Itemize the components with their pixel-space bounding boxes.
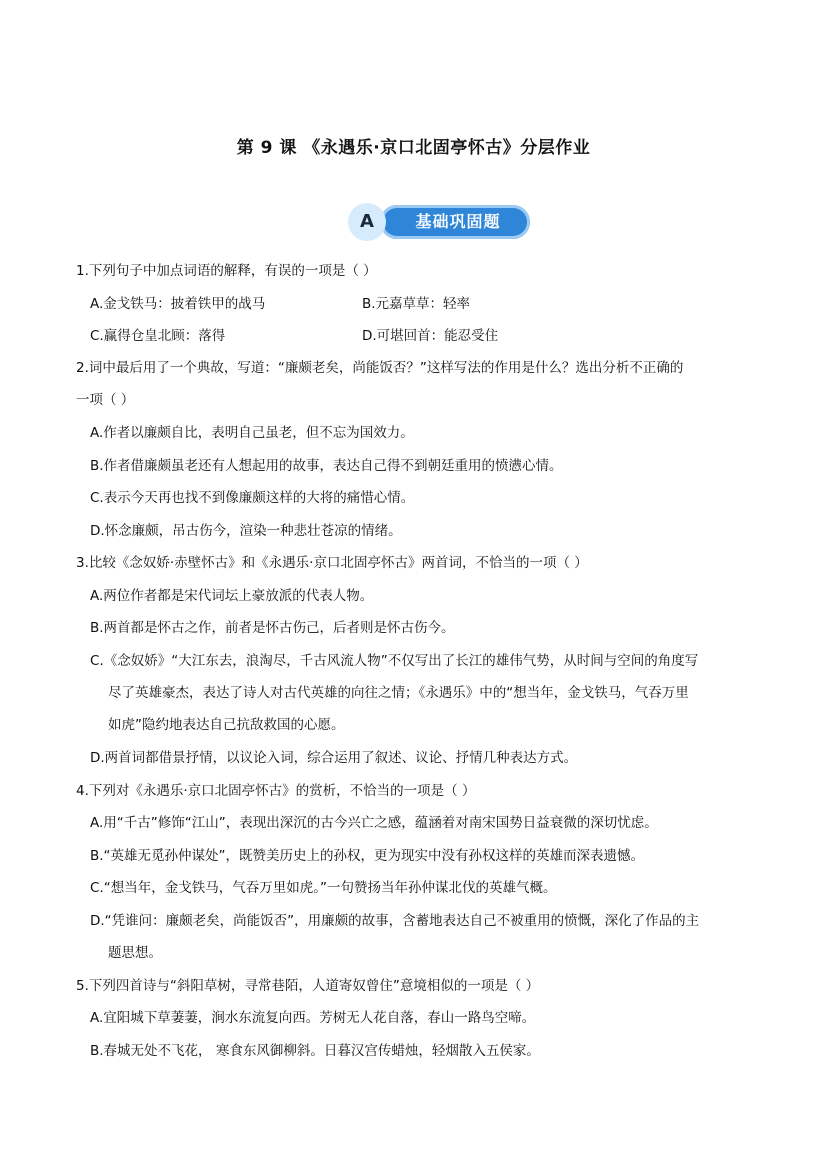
page-title: 第 9 课 《永遇乐·京口北固亭怀古》分层作业 xyxy=(236,138,591,158)
question-5-stem: 5.下列四首诗与“斜阳草树，寻常巷陌，人道寄奴曾住”意境相似的一项是（ ） xyxy=(76,978,540,994)
question-1-stem: 1.下列句子中加点词语的解释，有误的一项是（ ） xyxy=(76,263,377,279)
question-4-option-d: D.“凭谁问：廉颇老矣，尚能饭否”，用廉颇的故事，含蓄地表达自己不被重用的愤慨，深化了作品的主 xyxy=(90,913,700,929)
question-1-option-a: A.金戈铁马：披着铁甲的战马 xyxy=(90,296,266,312)
section-name: 基础巩固题 xyxy=(380,205,530,239)
question-1-option-d: D.可堪回首：能忍受住 xyxy=(362,328,499,344)
question-3-option-c: C.《念奴娇》“大江东去，浪淘尽，千古风流人物”不仅写出了长江的雄伟气势，从时间与空间的角度写 xyxy=(90,653,699,669)
question-3-option-c-cont-2: 如虎”隐约地表达自己抗敌救国的心愿。 xyxy=(108,717,345,733)
question-2-option-c: C.表示今天再也找不到像廉颇这样的大将的痛惜心情。 xyxy=(90,490,415,506)
question-4-stem: 4.下列对《永遇乐·京口北固亭怀古》的赏析，不恰当的一项是（ ） xyxy=(76,783,476,799)
question-2-option-a: A.作者以廉颇自比，表明自己虽老，但不忘为国效力。 xyxy=(90,425,414,441)
question-4-option-a: A.用“千古”修饰“江山”，表现出深沉的古今兴亡之感，蕴涵着对南宋国势日益衰微的深切忧虑。 xyxy=(90,815,658,831)
question-1-option-c: C.赢得仓皇北顾：落得 xyxy=(90,328,226,344)
question-2-stem-line-1: 2.词中最后用了一个典故，写道：“廉颇老矣，尚能饭否？”这样写法的作用是什么？选出分析不正确的 xyxy=(76,360,684,376)
question-3-option-b: B.两首都是怀古之作，前者是怀古伤己，后者则是怀古伤今。 xyxy=(90,620,455,636)
question-1-option-b: B.元嘉草草：轻率 xyxy=(362,296,471,312)
question-3-stem: 3.比较《念奴娇·赤壁怀古》和《永遇乐·京口北固亭怀古》两首词，不恰当的一项（ ） xyxy=(76,555,588,571)
question-4-option-b: B.“英雄无觅孙仲谋处”，既赞美历史上的孙权，更为现实中没有孙权这样的英雄而深表遗憾。 xyxy=(90,848,645,864)
question-4-option-d-cont: 题思想。 xyxy=(108,945,162,961)
section-letter: A xyxy=(348,203,386,241)
question-3-option-d: D.两首词都借景抒情，以议论入词，综合运用了叙述、议论、抒情几种表达方式。 xyxy=(90,750,578,766)
question-2-stem-line-2: 一项（ ） xyxy=(76,392,135,408)
question-2-option-b: B.作者借廉颇虽老还有人想起用的故事，表达自己得不到朝廷重用的愤懑心情。 xyxy=(90,458,563,474)
question-3-option-a: A.两位作者都是宋代词坛上豪放派的代表人物。 xyxy=(90,588,374,604)
section-badge xyxy=(348,203,531,241)
question-5-option-a: A.宜阳城下草萋萋，涧水东流复向西。芳树无人花自落，春山一路鸟空啼。 xyxy=(90,1010,536,1026)
question-2-option-d: D.怀念廉颇，吊古伤今，渲染一种悲壮苍凉的情绪。 xyxy=(90,523,402,539)
question-3-option-c-cont-1: 尽了英雄豪杰，表达了诗人对古代英雄的向往之情；《永遇乐》中的“想当年，金戈铁马，气吞万里 xyxy=(108,685,689,701)
question-4-option-c: C.“想当年，金戈铁马，气吞万里如虎。”一句赞扬当年孙仲谋北伐的英雄气概。 xyxy=(90,880,557,896)
question-5-option-b: B.春城无处不飞花， 寒食东风御柳斜。日暮汉宫传蜡烛，轻烟散入五侯家。 xyxy=(90,1043,540,1059)
